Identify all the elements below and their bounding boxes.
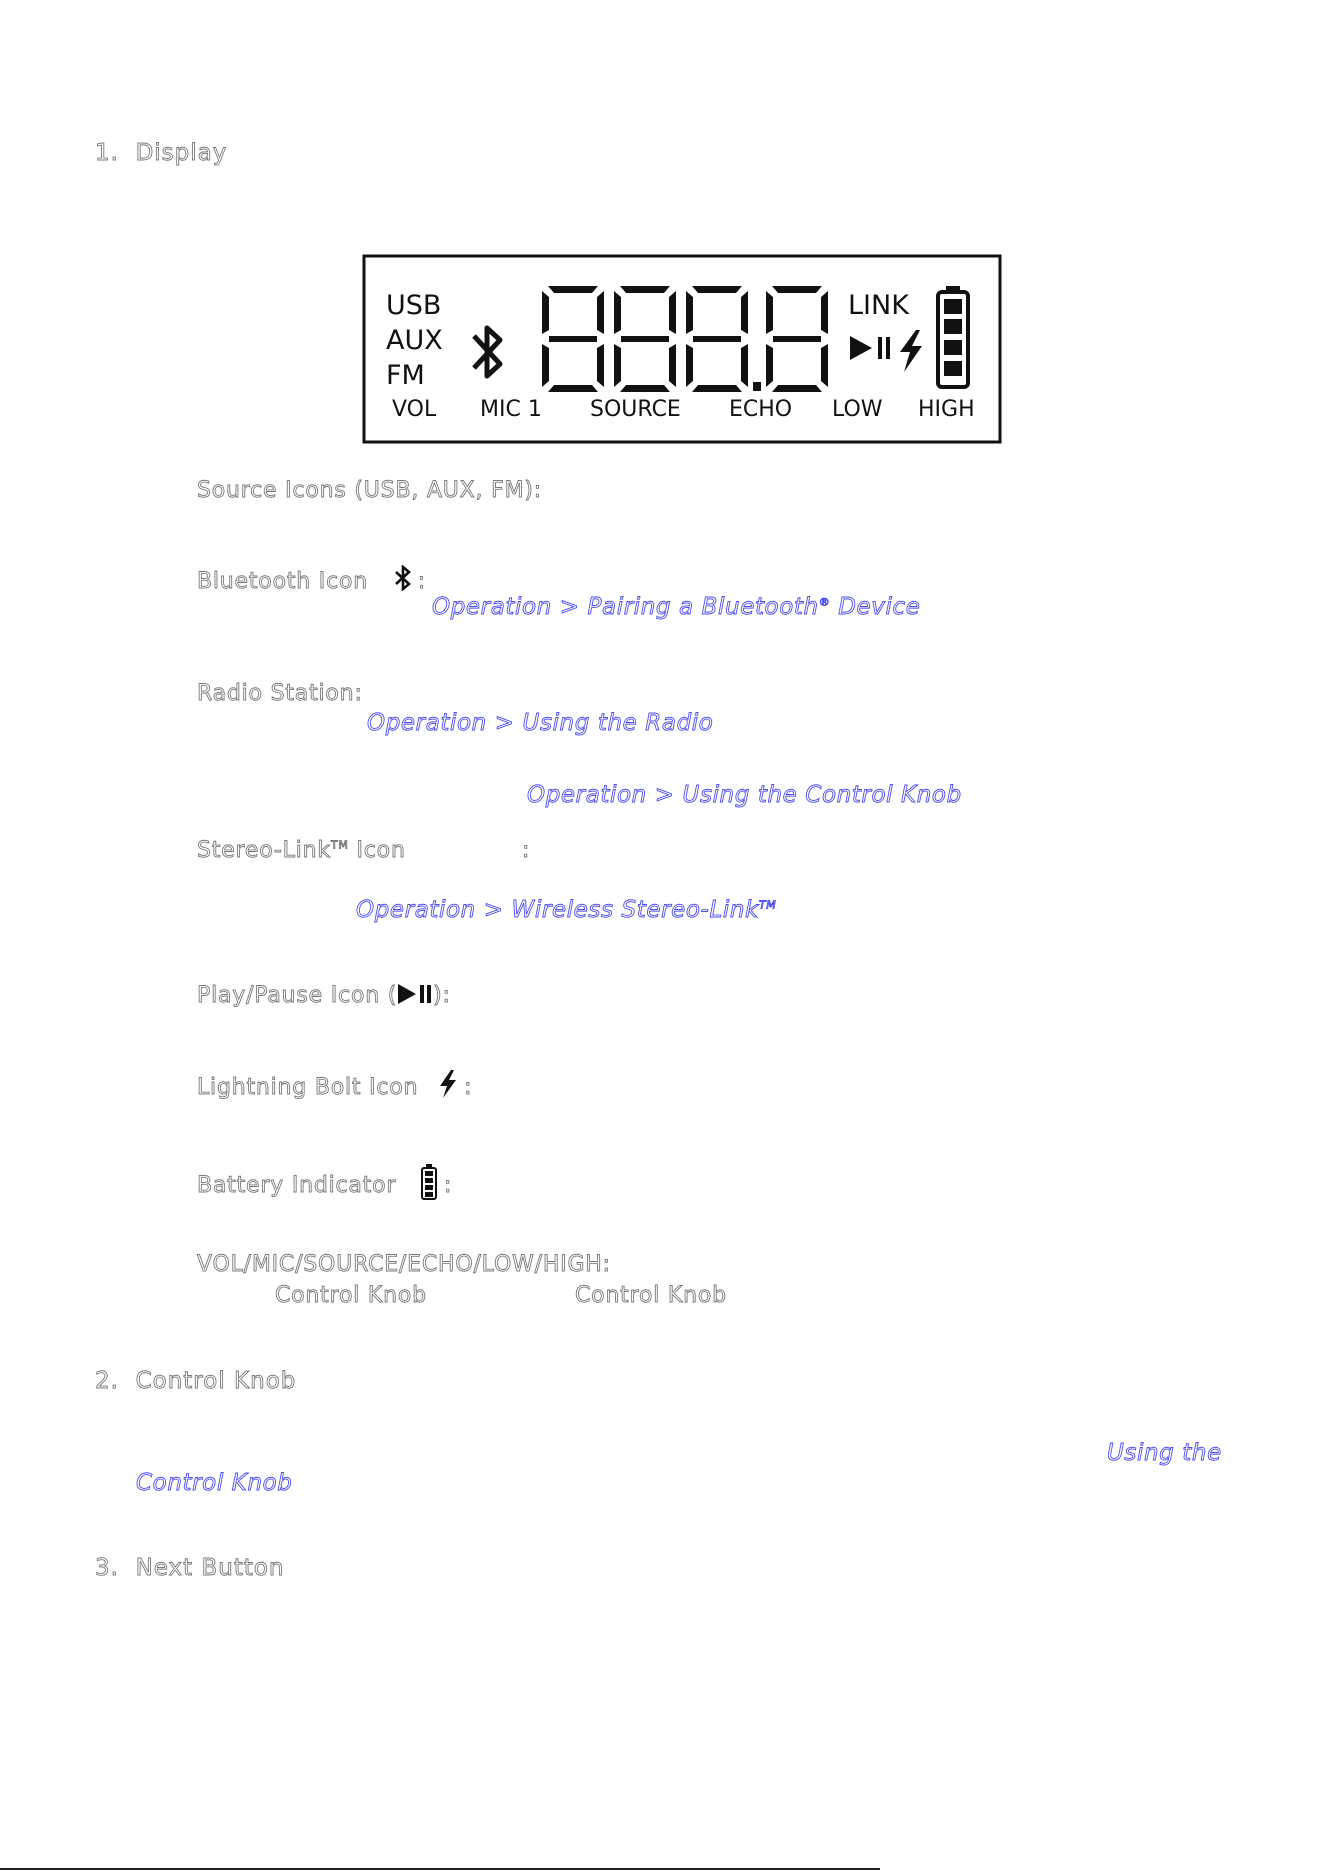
link-wireless-stereo-link[interactable]: Operation > Wireless Stereo-Link™ — [356, 897, 777, 923]
stereo-link-icon-label: Stereo-Link™ Icon — [197, 838, 406, 863]
battery-indicator-label: Battery Indicator : — [197, 1164, 452, 1206]
lcd-label-high: HIGH — [918, 397, 975, 422]
control-knob-ref-2: Control Knob — [575, 1283, 727, 1308]
link-using-radio[interactable]: Operation > Using the Radio — [367, 710, 714, 736]
control-knob-ref-1: Control Knob — [275, 1283, 427, 1308]
bluetooth-icon-label: Bluetooth Icon : — [197, 565, 426, 597]
lcd-label-source: SOURCE — [590, 397, 681, 422]
bluetooth-icon — [394, 565, 412, 597]
lcd-display-diagram — [362, 254, 1002, 444]
lcd-label-mic: MIC 1 — [480, 397, 542, 422]
link-using-control-knob[interactable]: Operation > Using the Control Knob — [527, 782, 962, 808]
battery-icon — [420, 1164, 438, 1206]
play-pause-icon — [397, 983, 433, 1011]
lcd-label-echo: ECHO — [729, 397, 793, 422]
lightning-bolt-icon — [438, 1070, 458, 1104]
radio-station-label: Radio Station: — [197, 681, 363, 706]
lcd-battery-icon — [938, 286, 968, 387]
lcd-source-usb: USB — [386, 290, 442, 321]
mode-labels-heading: VOL/MIC/SOURCE/ECHO/LOW/HIGH: — [197, 1252, 611, 1277]
link-control-knob[interactable]: Control Knob — [136, 1470, 293, 1496]
lcd-source-aux: AUX — [386, 325, 443, 356]
lcd-label-vol: VOL — [392, 397, 437, 422]
lightning-bolt-icon-label: Lightning Bolt Icon : — [197, 1070, 472, 1104]
stereo-link-colon: : — [522, 838, 531, 863]
source-icons-label: Source Icons (USB, AUX, FM): — [197, 478, 542, 503]
section-heading-next-button: 3. Next Button — [95, 1555, 285, 1581]
lcd-source-fm: FM — [386, 360, 425, 391]
lcd-link-label: LINK — [848, 290, 909, 321]
footer-rule — [0, 1868, 880, 1870]
link-pairing-bluetooth[interactable]: Operation > Pairing a Bluetooth® Device — [432, 594, 921, 620]
section-heading-display: 1. Display — [95, 140, 228, 166]
section-heading-control-knob: 2. Control Knob — [95, 1368, 297, 1394]
link-using-the[interactable]: Using the — [1107, 1440, 1222, 1466]
play-pause-icon-label: Play/Pause Icon ( ): — [197, 983, 451, 1011]
lcd-label-low: LOW — [832, 397, 883, 422]
